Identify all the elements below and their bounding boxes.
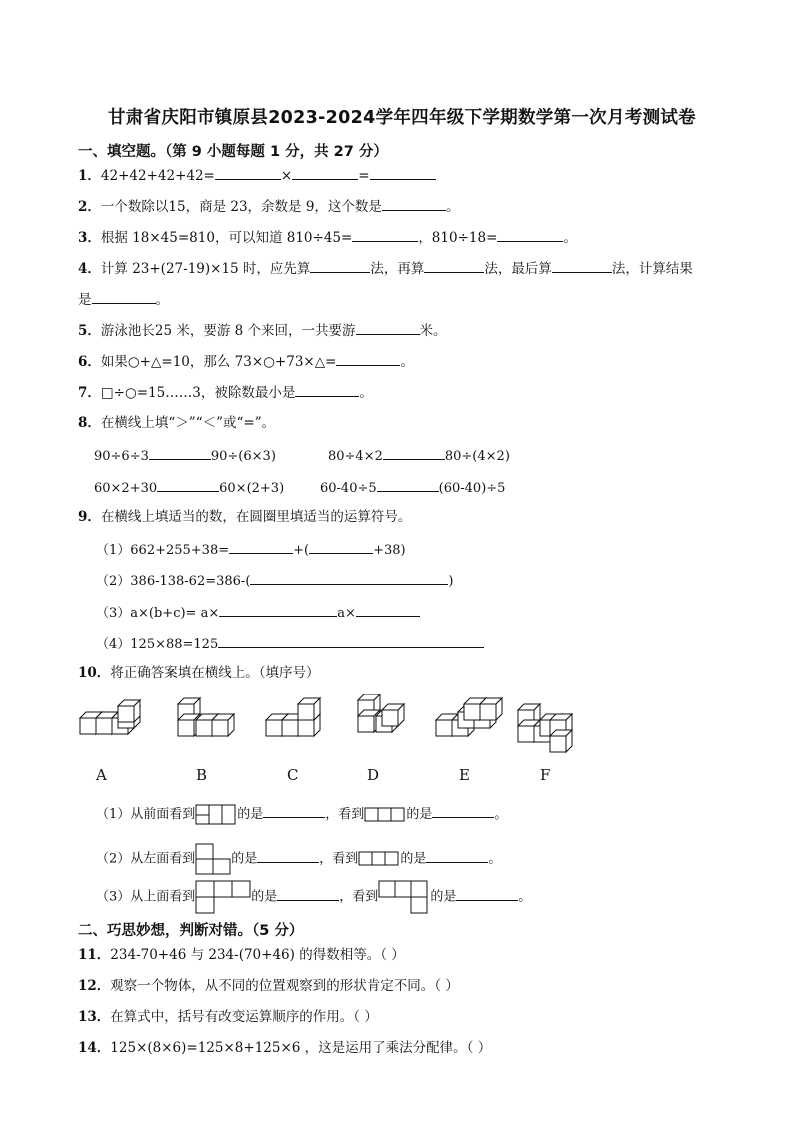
answer-blank[interactable] <box>218 634 484 648</box>
answer-blank[interactable] <box>263 804 325 818</box>
answer-blank[interactable] <box>215 166 281 180</box>
view-shape-icon <box>195 880 251 914</box>
q8-row2-right: 60-40÷5 (60-40)÷5 <box>320 478 505 498</box>
q8-row2-left: 60×2+30 60×(2+3) <box>94 478 284 498</box>
view-shape-icon <box>378 880 430 914</box>
q8-row1-right: 80÷4×2 80÷(4×2) <box>328 446 510 466</box>
q10-sub-1: （1）从前面看到 的是 ，看到 的是 。 <box>96 803 507 827</box>
answer-blank[interactable] <box>352 228 418 242</box>
question-5: 5．游泳池长25 米，要游 8 个来回，一共要游 米。 <box>78 323 447 339</box>
answer-blank[interactable] <box>257 849 319 863</box>
answer-blank[interactable] <box>552 259 612 273</box>
q10-sub-2: （2）从左面看到 的是 ，看到 的是 。 <box>96 843 501 875</box>
answer-blank[interactable] <box>424 259 484 273</box>
question-4-cont: 是 。 <box>78 292 169 308</box>
answer-blank[interactable] <box>432 804 494 818</box>
view-shape-icon <box>195 843 231 875</box>
question-6: 6．如果○+△=10，那么 73×○+73×△= 。 <box>78 354 414 370</box>
section-2-heading: 二、巧思妙想，判断对错。（5 分） <box>78 923 304 939</box>
question-3: 3．根据 18×45=810，可以知道 810÷45= ，810÷18= 。 <box>78 230 577 246</box>
view-shape-icon <box>358 850 400 868</box>
answer-blank[interactable] <box>336 352 400 366</box>
view-shape-icon <box>195 804 237 826</box>
cube-figure-c <box>266 698 320 736</box>
figure-label-b: B <box>196 766 208 784</box>
cube-figure-d <box>358 694 404 732</box>
answer-blank[interactable] <box>356 321 420 335</box>
answer-blank[interactable] <box>370 166 436 180</box>
answer-blank[interactable] <box>229 540 293 554</box>
q9-sub-4: （4）125×88=125 <box>96 634 484 654</box>
answer-blank[interactable] <box>356 603 420 617</box>
answer-blank[interactable] <box>295 383 359 397</box>
q9-sub-2: （2）386-138-62=386-( ) <box>96 571 453 591</box>
figure-label-d: D <box>367 766 380 784</box>
page-title: 甘肃省庆阳市镇原县2023-2024学年四年级下学期数学第一次月考测试卷 <box>108 108 696 128</box>
section-1-heading: 一、填空题。（第 9 小题每题 1 分，共 27 分） <box>78 144 388 160</box>
answer-blank[interactable] <box>157 478 219 492</box>
answer-blank[interactable] <box>456 887 518 901</box>
answer-blank[interactable] <box>377 478 439 492</box>
question-8: 8．在横线上填“＞”“＜”或“=”。 <box>78 415 276 431</box>
question-11: 11．234-70+46 与 234-(70+46) 的得数相等。（ ） <box>78 947 405 963</box>
question-2: 2．一个数除以15，商是 23，余数是 9，这个数是 。 <box>78 199 460 215</box>
figure-label-c: C <box>287 766 299 784</box>
cube-figure-e <box>436 698 502 736</box>
figure-label-e: E <box>459 766 470 784</box>
answer-blank[interactable] <box>277 887 339 901</box>
q10-sub-3: （3）从上面看到 的是 ，看到 的是 。 <box>96 880 531 915</box>
answer-blank[interactable] <box>382 197 446 211</box>
view-shape-icon <box>364 806 406 824</box>
answer-blank[interactable] <box>219 603 337 617</box>
figure-label-a: A <box>96 766 107 784</box>
question-9: 9．在横线上填适当的数，在圆圈里填适当的运算符号。 <box>78 509 412 525</box>
q9-sub-1: （1）662+255+38= +( +38) <box>96 540 406 560</box>
question-1: 1．42+42+42+42= × = <box>78 166 436 185</box>
question-7: 7．□÷○=15……3，被除数最小是 。 <box>78 385 373 401</box>
question-13: 13．在算式中，括号有改变运算顺序的作用。（ ） <box>78 1009 378 1025</box>
answer-blank[interactable] <box>250 571 448 585</box>
answer-blank[interactable] <box>92 290 156 304</box>
q9-sub-3: （3）a×(b+c)= a× a× <box>96 603 420 623</box>
answer-blank[interactable] <box>309 540 373 554</box>
answer-blank[interactable] <box>310 259 370 273</box>
answer-blank[interactable] <box>497 228 563 242</box>
figure-label-f: F <box>540 766 551 784</box>
answer-blank[interactable] <box>383 446 445 460</box>
answer-blank[interactable] <box>292 166 358 180</box>
cube-figure-a <box>80 700 140 734</box>
question-10: 10．将正确答案填在横线上。（填序号） <box>78 665 320 681</box>
q8-row1-left: 90÷6÷3 90÷(6×3) <box>94 446 276 466</box>
question-12: 12．观察一个物体，从不同的位置观察到的形状肯定不同。（ ） <box>78 978 459 994</box>
cube-figure-b <box>178 698 234 736</box>
cube-figure-f <box>518 704 572 752</box>
question-4: 4．计算 23+(27-19)×15 时，应先算 法，再算 法，最后算 法，计算结果 <box>78 261 693 277</box>
cube-figures <box>76 694 576 754</box>
answer-blank[interactable] <box>149 446 211 460</box>
answer-blank[interactable] <box>426 849 488 863</box>
question-14: 14．125×(8×6)=125×8+125×6 ，这是运用了乘法分配律。（ ） <box>78 1040 492 1056</box>
